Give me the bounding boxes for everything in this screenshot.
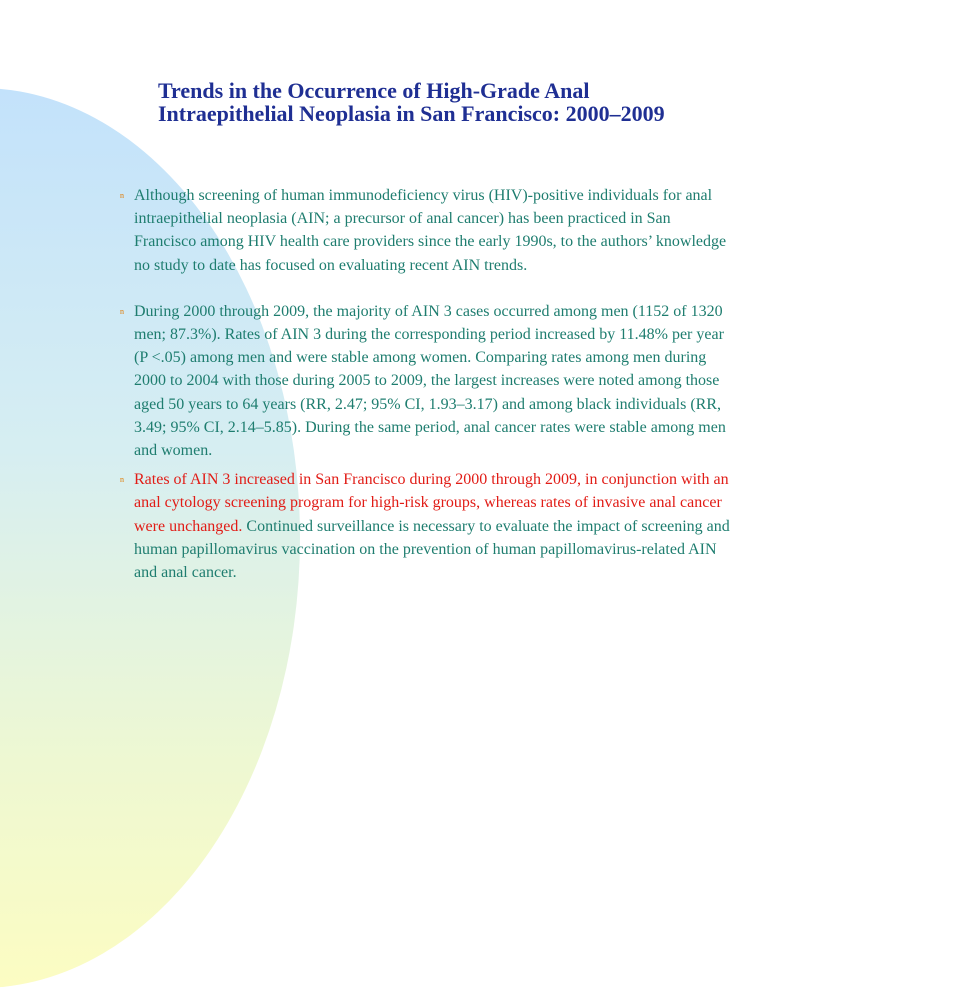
bullet-marker-icon: n <box>120 191 124 200</box>
bullet-text-2: During 2000 through 2009, the majority of AIN 3 cases occurred among men (1152 of 1320 men; 87.3%). Rates of AIN 3 during the corresponding period increased by 11.48% per year (P <.05) among men and were stable among women. Comparing rates among men during 2000 to 2004 with those during 2005 to 2009, the largest increases were noted among those aged 50 years to 64 years (RR, 2.47; 95% CI, 1.93–3.17) and among black individuals (RR, 3.49; 95% CI, 2.14–5.85). During the same period, anal cancer rates were stable among men and women. <box>134 302 726 460</box>
bullet-item-1 <box>120 184 734 277</box>
bullet-text-3-continuation: Continued surveillance is necessary to evaluate the impact of screening and human papillomavirus vaccination on the prevention of human papillomavirus-related AIN and anal cancer. <box>134 517 730 582</box>
bullet-text-3-highlight: Rates of AIN 3 increased in San Francisco during 2000 through 2009, in conjunction with an anal cytology screening program for high-risk groups, whereas rates of invasive anal cancer were unchanged. <box>134 471 729 535</box>
title-line-2: Intraepithelial Neoplasia in San Francisco: 2000–2009 <box>158 101 665 126</box>
bullet-marker-icon: n <box>120 475 124 485</box>
bullet-text-1: Although screening of human immunodeficiency virus (HIV)-positive individuals for anal intraepithelial neoplasia (AIN; a precursor of anal cancer) has been practiced in San Francisco among HIV health care providers since the early 1990s, to the authors’ knowledge no study to date has focused on evaluating recent AIN trends. <box>134 187 727 274</box>
bullet-marker-icon: n <box>120 306 124 316</box>
title-line-1: Trends in the Occurrence of High-Grade Anal <box>158 78 590 103</box>
slide-title <box>158 79 858 125</box>
bullet-item-2 <box>120 300 734 462</box>
slide-body <box>120 184 734 584</box>
bullet-item-3 <box>120 468 734 584</box>
